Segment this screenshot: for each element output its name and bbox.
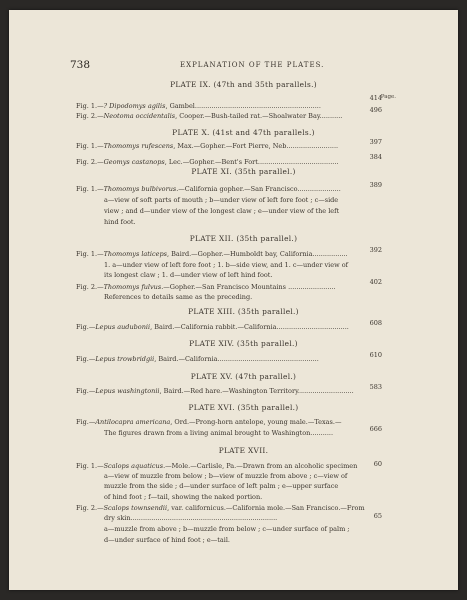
plate-title: PLATE XV. (47th parallel.) (190, 372, 297, 381)
figure-entry: Fig. 2.—Neotoma occidentalis, Cooper.—Bush-tailed rat.—Shoalwater Bay........... (76, 112, 343, 120)
page-ref: 60 (373, 460, 382, 468)
plate-title: PLATE XI. (35th parallel.) (191, 167, 296, 176)
figure-entry: Fig. 1.—Thomomys rufescens, Max.—Gopher.—Fort Pierre, Neb......................... (76, 142, 339, 150)
page-ref: 583 (369, 383, 382, 391)
figure-entry: Fig.—Lepus audubonii, Baird.—California rabbit.—California................................... (76, 323, 349, 331)
plate-title: PLATE IX. (47th and 35th parallels.) (170, 80, 317, 89)
plate-title: PLATE X. (41st and 47th parallels.) (172, 128, 315, 137)
page-ref: 402 (369, 278, 382, 286)
figure-caption-line: a—muzzle from above ; b—muzzle from below ; c—under surface of palm ; (104, 525, 350, 533)
figure-entry: Fig.—Lepus washingtonii, Baird.—Red hare.—Washington Territory........................... (76, 387, 354, 395)
page-ref: 389 (369, 181, 382, 189)
figure-entry: Fig. 1.—Thomomys laticeps, Baird.—Gopher.—Humboldt bay, California................. (76, 250, 348, 258)
figure-caption-line: its longest claw ; 1. d—under view of left hind foot. (104, 271, 273, 279)
figure-entry: Fig. 2.—Thomomys fulvus.—Gopher.—San Francisco Mountains ....................... (76, 283, 336, 291)
running-head: EXPLANATION OF THE PLATES. (180, 61, 325, 69)
page-ref: 666 (369, 425, 382, 433)
figure-entry: Fig. 1.—Thomomys bulbivorus.—California gopher.—San Francisco..................... (76, 185, 341, 193)
page-ref: 65 (373, 512, 382, 520)
figure-entry: Fig. 2.—Scalops townsendii, var. californicus.—California mole.—San Francisco.—From (76, 504, 365, 512)
figure-caption-line: a—view of muzzle from below ; b—view of muzzle from above ; c—view of (104, 472, 348, 480)
page-ref: 397 (369, 138, 382, 146)
figure-caption-line: view ; and d—under view of the longest claw ; e—under view of the left (104, 207, 340, 215)
figure-entry: Fig. 1.—? Dipodomys agilis, Gambel............................................................. (76, 102, 321, 110)
page-ref: 608 (369, 319, 382, 327)
page-header (70, 59, 413, 71)
page-ref: 414 (369, 94, 382, 102)
page-ref: 392 (369, 246, 382, 254)
figure-entry: Fig.—Lepus trowbridgii, Baird.—California................................................. (76, 355, 319, 363)
document-page (9, 10, 458, 590)
figure-caption-line: 1. a—under view of left fore foot ; 1. b—side view, and 1. c—under view of (104, 261, 349, 269)
plate-title: PLATE XVII. (218, 446, 269, 455)
figure-entry: Fig.—Antilocapra americana, Ord.—Prong-horn antelope, young male.—Texas.— (76, 418, 342, 426)
figure-caption-line: a—view of soft parts of mouth ; b—under view of left fore foot ; c—side (104, 196, 339, 204)
plate-title: PLATE XIV. (35th parallel.) (189, 339, 298, 348)
page-number: 738 (70, 59, 91, 71)
plate-title: PLATE XIII. (35th parallel.) (188, 307, 299, 316)
page-ref: 610 (369, 351, 382, 359)
figure-entry: Fig. 1.—Scalops aquaticus.—Mole.—Carlisle, Pa.—Drawn from an alcoholic specimen (76, 462, 358, 470)
plate-title: PLATE XVI. (35th parallel.) (188, 403, 299, 412)
figure-caption-line: hind foot. (104, 218, 136, 226)
figure-caption-line: of hind foot ; f—tail, showing the naked portion. (104, 493, 263, 501)
figure-caption-line: References to details same as the preceding. (104, 293, 253, 301)
figure-caption-line: d—under surface of hind foot ; e—tail. (104, 536, 230, 544)
figure-caption-line: muzzle from the side ; d—under surface of left palm ; e—upper surface (104, 482, 339, 490)
figure-caption-line: The figures drawn from a living animal brought to Washington........... (104, 429, 334, 437)
figure-caption-line: dry skin....................................................................... (104, 514, 278, 522)
page-ref: 384 (369, 153, 382, 161)
page-ref: 496 (369, 106, 382, 114)
figure-entry: Fig. 2.—Geomys castanops, Lec.—Gopher.—Bent's Fort....................................... (76, 158, 339, 166)
plate-title: PLATE XII. (35th parallel.) (189, 234, 298, 243)
page-column-label: Page. (380, 94, 396, 100)
